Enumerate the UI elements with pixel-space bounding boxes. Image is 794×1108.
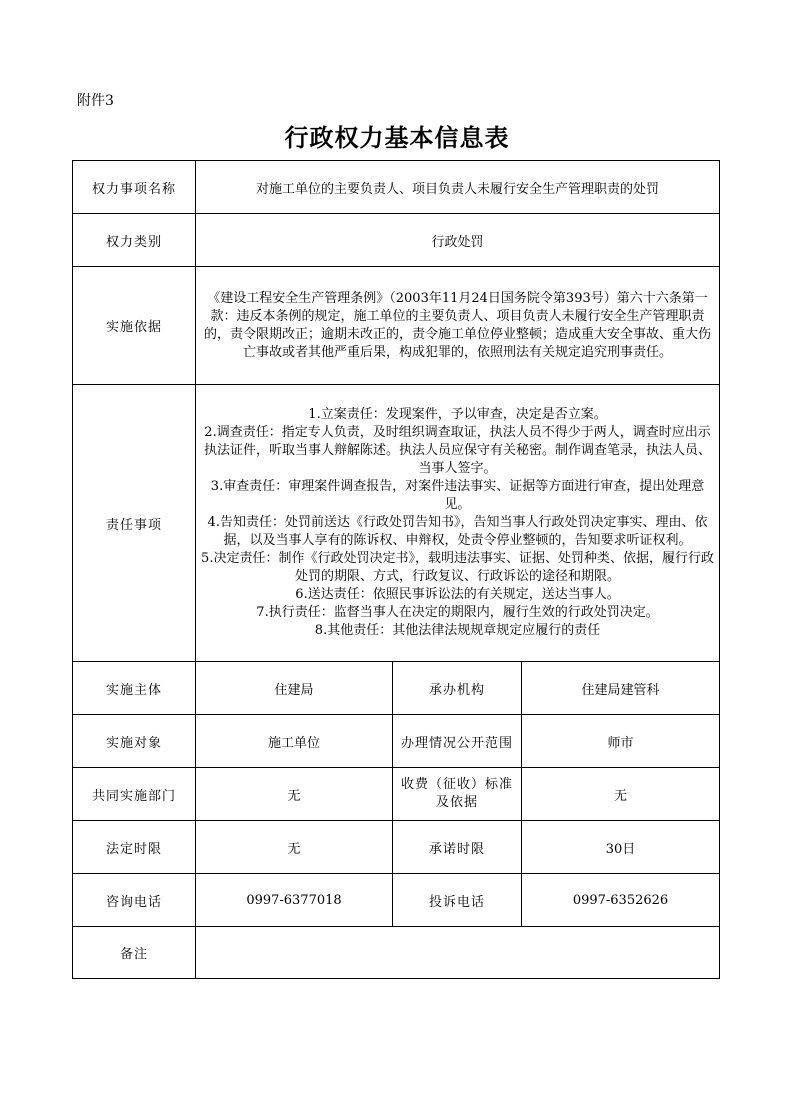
time-limit-label: 法定时限	[73, 821, 196, 874]
joint-label: 共同实施部门	[73, 768, 196, 821]
consult-phone-label: 咨询电话	[73, 874, 196, 927]
row-basis	[73, 267, 720, 385]
disclosure-label: 办理情况公开范围	[393, 715, 522, 768]
duties-label: 责任事项	[73, 385, 196, 662]
row-category	[73, 214, 720, 267]
consult-phone-value: 0997-6377018	[196, 874, 393, 927]
duty-item: 7.执行责任：监督当事人在决定的期限内，履行生效的行政处罚决定。	[256, 605, 659, 620]
duty-item: 2.调查责任：指定专人负责，及时组织调查取证，执法人员不得少于两人，调查时应出示执法证件，听取当事人辩解陈述。执法人员应保守有关秘密。制作调查笔录，执法人员、当事人签字。	[203, 425, 711, 476]
complaint-phone-value: 0997-6352626	[522, 874, 720, 927]
fee-value: 无	[522, 768, 720, 821]
duty-item: 3.审查责任：审理案件调查报告，对案件违法事实、证据等方面进行审查，提出处理意见。	[210, 479, 705, 512]
time-limit-value: 无	[196, 821, 393, 874]
row-duties	[73, 385, 720, 662]
target-label: 实施对象	[73, 715, 196, 768]
complaint-phone-label: 投诉电话	[393, 874, 522, 927]
duty-item: 5.决定责任：制作《行政处罚决定书》，载明违法事实、证据、处罚种类、依据，履行行政处罚的期限、方式，行政复议、行政诉讼的途径和期限。	[201, 551, 714, 584]
duties-value	[196, 385, 720, 662]
target-value: 施工单位	[196, 715, 393, 768]
agency-value: 住建局建管科	[522, 662, 720, 715]
fee-label: 收费（征收）标准及依据	[393, 768, 522, 821]
subject-label: 实施主体	[73, 662, 196, 715]
row-item-name	[73, 161, 720, 214]
promise-limit-value: 30日	[522, 821, 720, 874]
item-name-label: 权力事项名称	[73, 161, 196, 214]
row-joint	[73, 768, 720, 821]
subject-value: 住建局	[196, 662, 393, 715]
row-phone	[73, 874, 720, 927]
basis-label: 实施依据	[73, 267, 196, 385]
duty-item: 6.送达责任：依照民事诉讼法的有关规定，送达当事人。	[295, 587, 620, 602]
duty-item: 1.立案责任：发现案件，予以审查，决定是否立案。	[308, 407, 607, 422]
disclosure-value: 师市	[522, 715, 720, 768]
remark-value	[196, 927, 720, 979]
category-value: 行政处罚	[196, 214, 720, 267]
item-name-value: 对施工单位的主要负责人、项目负责人未履行安全生产管理职责的处罚	[196, 161, 720, 214]
basis-value: 《建设工程安全生产管理条例》（2003年11月24日国务院令第393号）第六十六条第一款：违反本条例的规定，施工单位的主要负责人、项目负责人未履行安全生产管理职责的，责令限期改正；逾期未改正的，责令施工单位停业整顿；造成重大安全事故、重大伤亡事故或者其他严重后果，构成犯罪的，依照刑法有关规定追究刑事责任。	[196, 267, 720, 385]
info-table	[72, 160, 720, 979]
attachment-label: 附件3	[77, 93, 114, 109]
row-subject	[73, 662, 720, 715]
row-time-limit	[73, 821, 720, 874]
row-remark	[73, 927, 720, 979]
category-label: 权力类别	[73, 214, 196, 267]
duty-item: 8.其他责任：其他法律法规规章规定应履行的责任	[314, 623, 601, 638]
joint-value: 无	[196, 768, 393, 821]
duty-item: 4.告知责任：处罚前送达《行政处罚告知书》，告知当事人行政处罚决定事实、理由、依据，以及当事人享有的陈诉权、申辩权，处责令停业整顿的，告知要求听证权利。	[207, 515, 708, 548]
page-title: 行政权力基本信息表	[284, 123, 510, 152]
agency-label: 承办机构	[393, 662, 522, 715]
promise-limit-label: 承诺时限	[393, 821, 522, 874]
remark-label: 备注	[73, 927, 196, 979]
row-target	[73, 715, 720, 768]
